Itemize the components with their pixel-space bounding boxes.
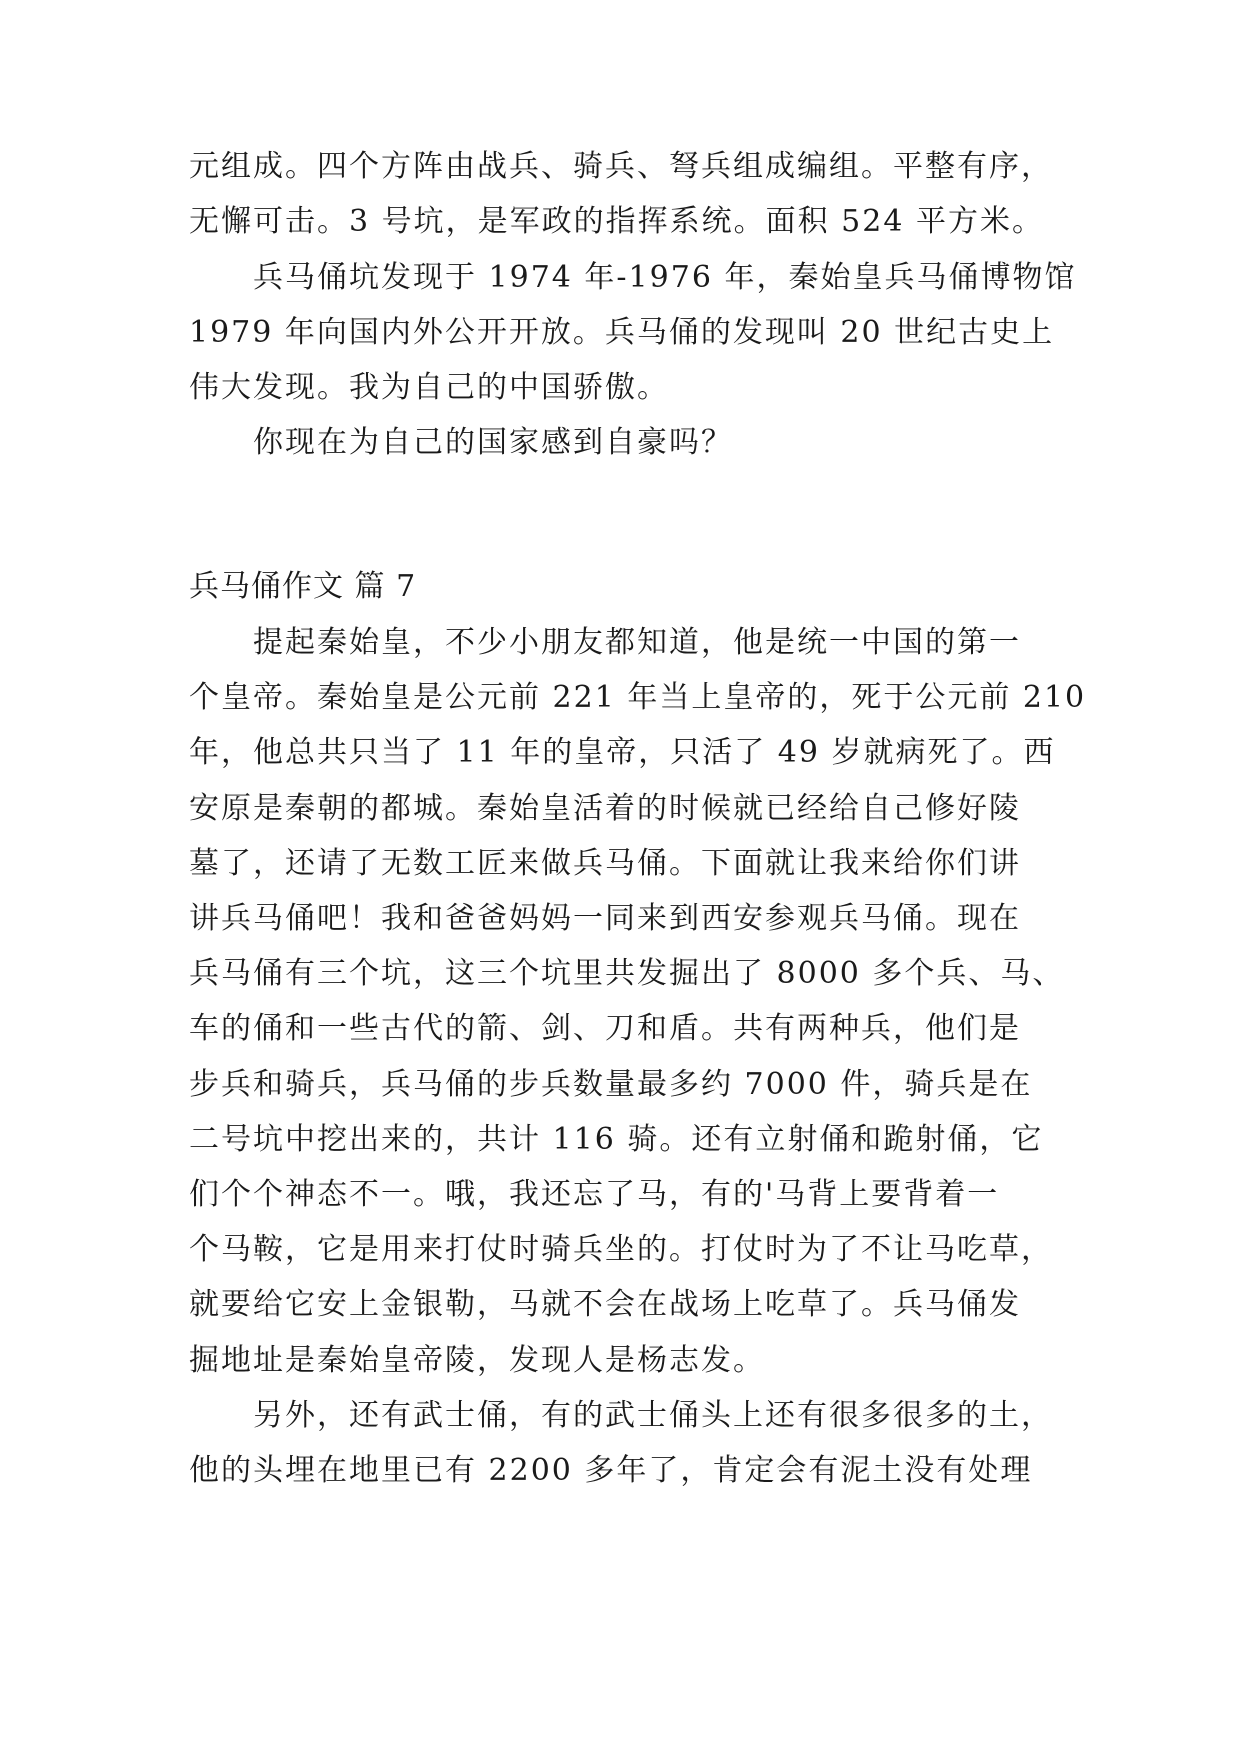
text-line: 掘地址是秦始皇帝陵，发现人是杨志发。 xyxy=(189,1343,765,1378)
text-line: 另外，还有武士俑，有的武士俑头上还有很多很多的土， xyxy=(253,1398,1053,1433)
text-line: 步兵和骑兵，兵马俑的步兵数量最多约 7000 件，骑兵是在 xyxy=(189,1067,1033,1102)
text-line: 们个个神态不一。哦，我还忘了马，有的'马背上要背着一 xyxy=(189,1177,1000,1212)
text-line: 伟大发现。我为自己的中国骄傲。 xyxy=(189,370,669,405)
text-line: 二号坑中挖出来的，共计 116 骑。还有立射俑和跪射俑，它 xyxy=(189,1122,1044,1157)
text-line: 就要给它安上金银勒，马就不会在战场上吃草了。兵马俑发 xyxy=(189,1287,1021,1322)
text-line: 车的俑和一些古代的箭、剑、刀和盾。共有两种兵，他们是 xyxy=(189,1011,1021,1046)
text-line: 兵马俑坑发现于 1974 年-1976 年，秦始皇兵马俑博物馆 xyxy=(253,260,1077,295)
text-line: 墓了，还请了无数工匠来做兵马俑。下面就让我来给你们讲 xyxy=(189,846,1021,881)
text-line: 个马鞍，它是用来打仗时骑兵坐的。打仗时为了不让马吃草， xyxy=(189,1232,1053,1267)
text-line: 提起秦始皇，不少小朋友都知道，他是统一中国的第一 xyxy=(253,625,1021,660)
text-line: 安原是秦朝的都城。秦始皇活着的时候就已经给自己修好陵 xyxy=(189,791,1021,826)
text-line: 兵马俑有三个坑，这三个坑里共发掘出了 8000 多个兵、马、 xyxy=(189,956,1065,991)
text-line: 你现在为自己的国家感到自豪吗？ xyxy=(253,425,733,460)
text-line: 无懈可击。3 号坑，是军政的指挥系统。面积 524 平方米。 xyxy=(189,204,1044,239)
text-line: 个皇帝。秦始皇是公元前 221 年当上皇帝的，死于公元前 210 xyxy=(189,680,1087,715)
text-line: 他的头埋在地里已有 2200 多年了，肯定会有泥土没有处理 xyxy=(189,1453,1033,1488)
section-heading: 兵马俑作文 篇 7 xyxy=(189,569,417,604)
text-line: 讲兵马俑吧！我和爸爸妈妈一同来到西安参观兵马俑。现在 xyxy=(189,901,1021,936)
text-line: 1979 年向国内外公开开放。兵马俑的发现叫 20 世纪古史上 xyxy=(189,315,1055,350)
text-line: 元组成。四个方阵由战兵、骑兵、弩兵组成编组。平整有序， xyxy=(189,149,1053,184)
text-line: 年，他总共只当了 11 年的皇帝，只活了 49 岁就病死了。西 xyxy=(189,735,1056,770)
